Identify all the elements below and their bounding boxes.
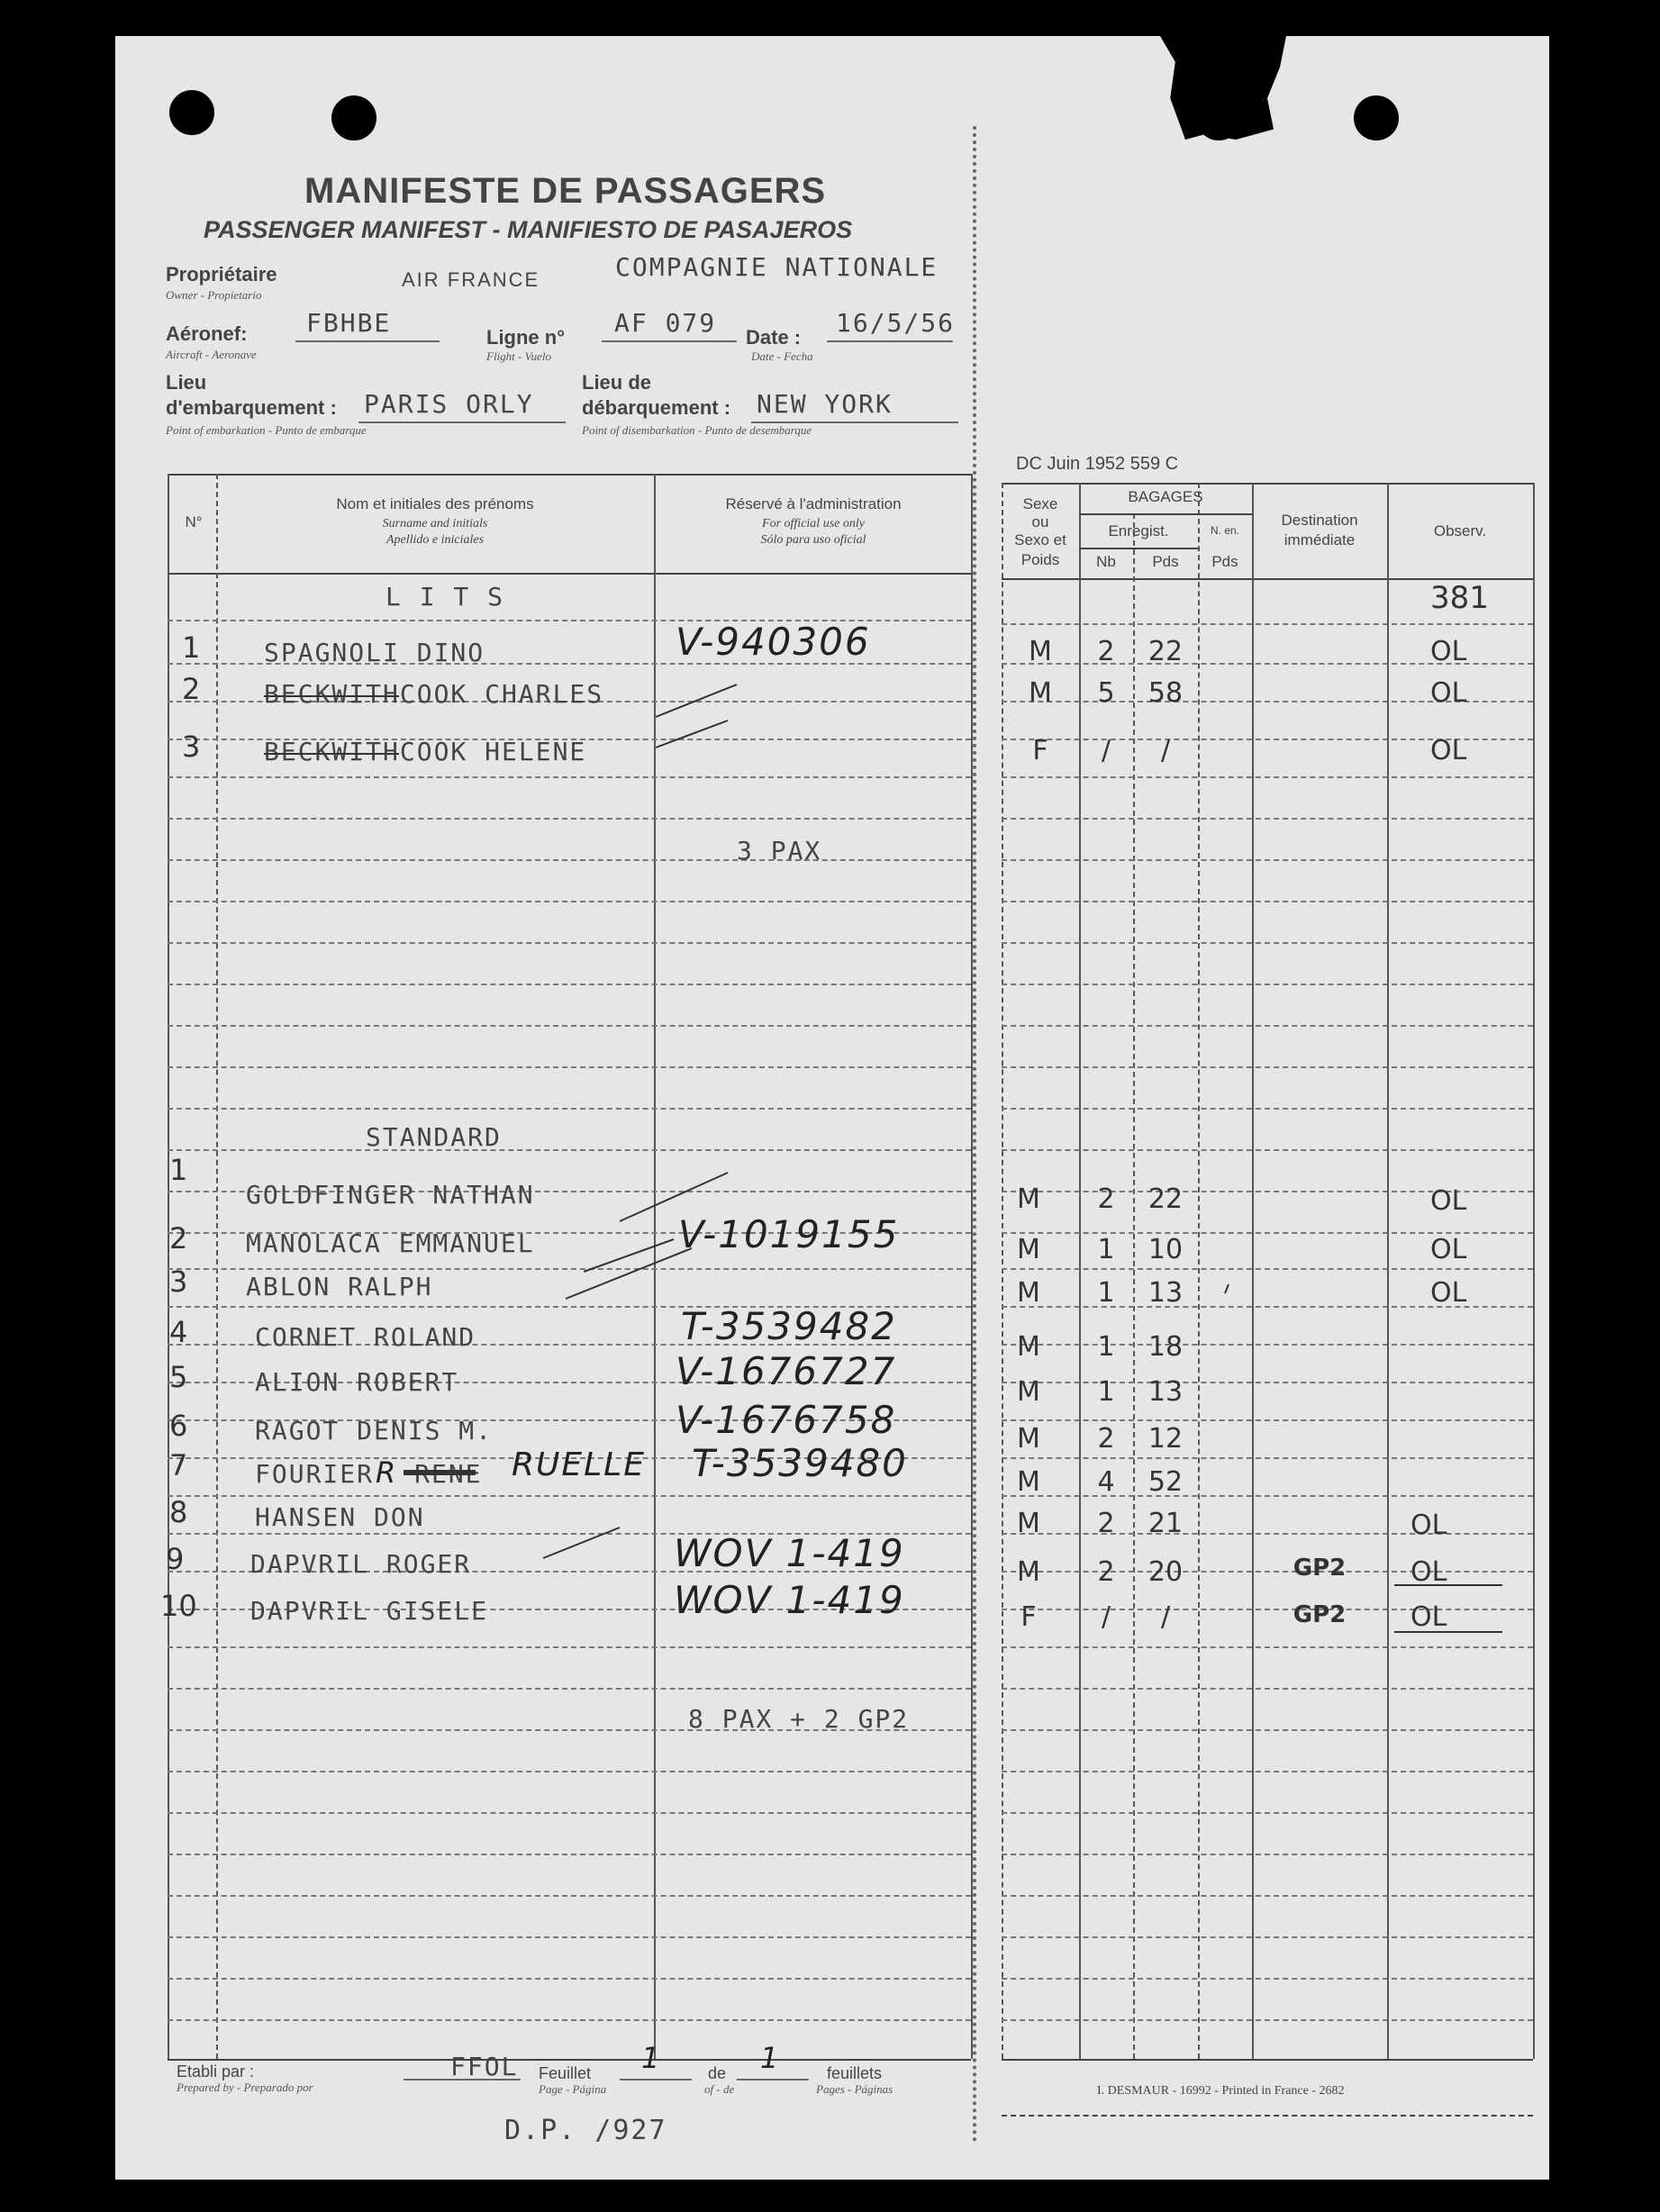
of-label: de bbox=[708, 2064, 727, 2082]
col-nb-header: Nb bbox=[1096, 553, 1116, 570]
col-sex-header-4: Poids bbox=[1020, 551, 1060, 568]
col-name-header-en: Surname and initials bbox=[382, 517, 488, 530]
embark-label-1: Lieu bbox=[166, 371, 207, 394]
date-sub: Date - Fecha bbox=[751, 349, 813, 363]
sheet-label: Feuillet bbox=[539, 2064, 592, 2082]
embark-sub: Point of embarkation - Punto de embarque bbox=[166, 423, 367, 437]
col-sex-header-2: ou bbox=[1031, 513, 1049, 530]
disembark-label-2: débarquement : bbox=[582, 396, 731, 419]
sheet-value: 1 bbox=[641, 2041, 662, 2075]
col-admin-header-en: For official use only bbox=[762, 517, 865, 530]
section-lits-heading: L I T S bbox=[386, 582, 505, 612]
col-name-header-es: Apellido e iniciales bbox=[386, 533, 485, 547]
printer-note: I. DESMAUR - 16992 - Printed in France - 2682 bbox=[1097, 2084, 1345, 2098]
manifest-page: MANIFESTE DE PASSAGERS PASSENGER MANIFEST - MANIFIESTO DE PASAJEROS Propriétaire Owner - Propietario AIR FRANCE COMPAGNIE NATIONALE Aéronef: Aircraft - Aeronave FBHBE Ligne n° Flight - Vuelo AF 079 Date : Date - Fecha 16/5/56 Lieu d'embarquement : Point of embarkation - Punto de embarque PARIS ORLY Lieu de débarquement : Point of disembarkation - Punto de desembarque NEW YORK DC Juin 1952 559 C N° Nom et initiales des prénoms Surname and initials Apellido e iniciales Réservé à l'administration For official use only Sólo para uso oficial Sexe ou Sexo et Poids BAGAGES Enregist. Nb Pds N. en. Pds Destination immédiate Observ. L I T S 381 1 SPAGNOLI DINO V-940306 M 2 22 OL 2 BECKWITHCOOK CHARLES M 5 58 OL 3 BECKWITHCOOK HELENE F / / OL 3 PAX STANDARD 1 GOLDFINGER NATHAN M 2 22 OL 2 MANOLACA EMMANUEL V-1019155 M 1 10 OL 3 ABLON RALPH M 1 13 OL 4 CORNET ROLAND T-3539482 M 1 18 5 ALION ROBERT V-1676727 M 1 13 6 RAGOT DENIS M. V-1676758 M 2 12 7 FOURIERR RENE RUELLE T-3539480 M 4 52 8 HANSEN DON M 2 21 OL 9 DAPVRIL ROGER WOV 1-419 M 2 20 GP2 OL 10 DAPVRIL GISELE WOV 1-419 F / / GP2 OL 8 PAX + 2 GP2 Etabli par : Prepared by - Preparado por FFOL Feuillet Page - Página 1 de of - de 1 feuillets Pages - Páginas I. DESMAUR - 16992 - Printed in France - 2682 D.P. /927 bbox=[115, 36, 1549, 2180]
struck-name: RENE bbox=[414, 1459, 483, 1489]
col-admin-header: Réservé à l'administration bbox=[725, 495, 902, 512]
manifest-title: MANIFESTE DE PASSAGERS bbox=[304, 171, 827, 211]
col-registered-header: Enregist. bbox=[1108, 522, 1169, 539]
col-nonreg-header: N. en. bbox=[1210, 524, 1239, 537]
owner-typed: COMPAGNIE NATIONALE bbox=[615, 252, 939, 282]
standard-total: 8 PAX + 2 GP2 bbox=[688, 1704, 910, 1734]
form-code: DC Juin 1952 559 C bbox=[1016, 454, 1179, 474]
prepared-sub: Prepared by - Preparado por bbox=[177, 2081, 313, 2094]
owner-label: Propriétaire bbox=[166, 263, 277, 286]
owner-sub: Owner - Propietario bbox=[166, 288, 262, 302]
lits-total: 3 PAX bbox=[737, 836, 822, 866]
prepared-value: FFOL bbox=[450, 2052, 519, 2081]
embark-label-2: d'embarquement : bbox=[166, 396, 337, 419]
col-destination-header-2: immédiate bbox=[1284, 531, 1356, 548]
flight-sub: Flight - Vuelo bbox=[486, 349, 551, 363]
of-value: 1 bbox=[760, 2041, 781, 2075]
col-baggage-header: BAGAGES bbox=[1128, 488, 1203, 505]
disembark-sub: Point of disembarkation - Punto de desembarque bbox=[582, 423, 812, 437]
section-standard-heading: STANDARD bbox=[366, 1122, 502, 1152]
col-sex-header-3: Sexo et bbox=[1014, 531, 1066, 548]
aircraft-sub: Aircraft - Aeronave bbox=[166, 348, 257, 361]
col-admin-header-es: Sólo para uso oficial bbox=[760, 533, 866, 547]
col-observ-header: Observ. bbox=[1433, 522, 1487, 539]
of-sub: of - de bbox=[704, 2082, 735, 2096]
disembark-value: NEW YORK bbox=[757, 389, 893, 419]
lits-observation-number: 381 bbox=[1430, 580, 1489, 616]
owner-printed: AIR FRANCE bbox=[402, 268, 540, 291]
struck-name: BECKWITH bbox=[264, 737, 400, 766]
pages-sub: Pages - Páginas bbox=[816, 2082, 893, 2096]
aircraft-value: FBHBE bbox=[306, 308, 392, 338]
col-sex-header-1: Sexe bbox=[1022, 495, 1058, 512]
struck-name: BECKWITH bbox=[264, 679, 400, 709]
pen-marks bbox=[115, 36, 1549, 2180]
col-pds2-header: Pds bbox=[1211, 553, 1238, 570]
col-name-header: Nom et initiales des prénoms bbox=[336, 495, 534, 512]
flight-value: AF 079 bbox=[614, 308, 717, 338]
col-pds-header: Pds bbox=[1152, 553, 1179, 570]
flight-label: Ligne n° bbox=[486, 326, 566, 349]
handwritten-reference: D.P. /927 bbox=[504, 2115, 667, 2146]
prepared-label: Etabli par : bbox=[177, 2062, 255, 2081]
date-value: 16/5/56 bbox=[836, 308, 956, 338]
disembark-label-1: Lieu de bbox=[582, 371, 652, 394]
sheet-sub: Page - Página bbox=[539, 2082, 607, 2096]
aircraft-label: Aéronef: bbox=[166, 322, 248, 345]
col-no-header: N° bbox=[185, 513, 203, 530]
date-label: Date : bbox=[746, 326, 802, 349]
manifest-subtitle: PASSENGER MANIFEST - MANIFIESTO DE PASAJEROS bbox=[204, 216, 853, 243]
pages-label: feuillets bbox=[827, 2064, 883, 2082]
col-destination-header-1: Destination bbox=[1281, 512, 1358, 529]
embark-value: PARIS ORLY bbox=[364, 389, 534, 419]
